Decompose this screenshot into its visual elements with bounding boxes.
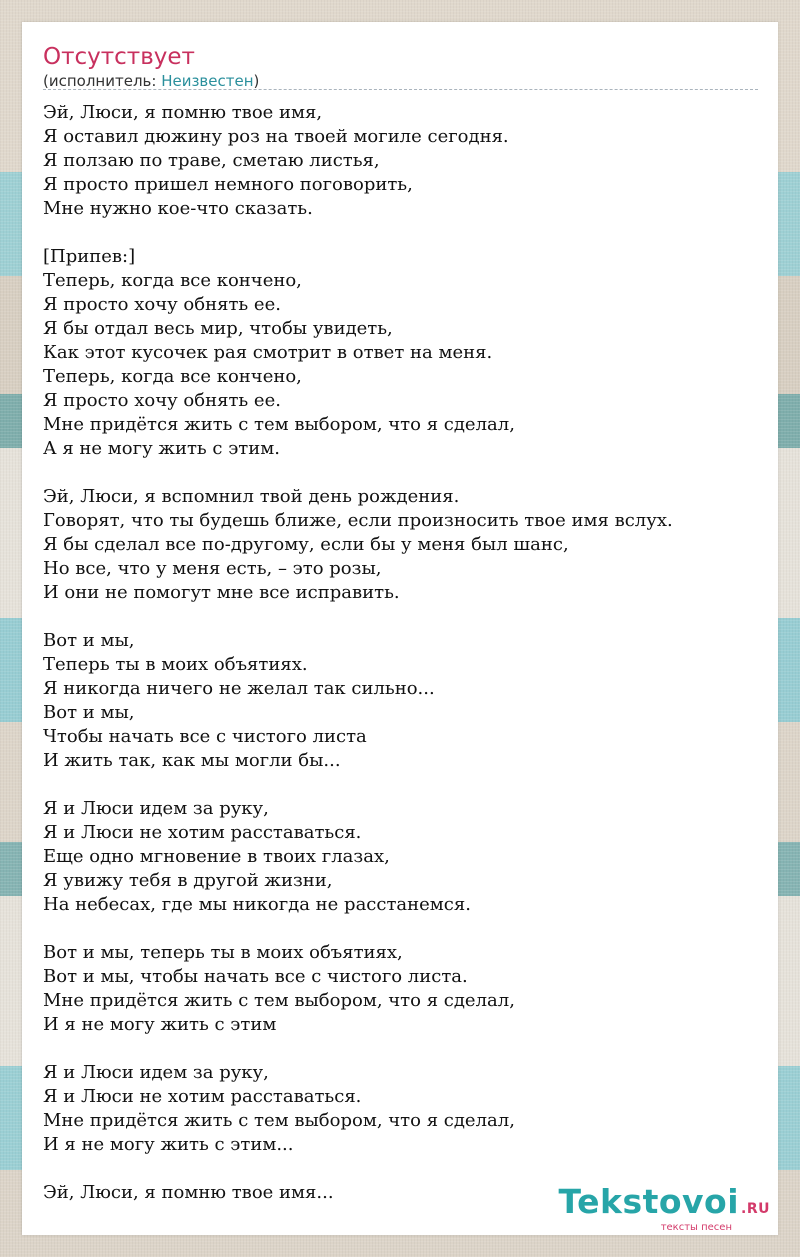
- song-title: Отсутствует: [43, 44, 195, 70]
- lyrics-stanza: [Припев:] Теперь, когда все кончено, Я просто хочу обнять ее. Я бы отдал весь мир, чтобы увидеть, Как этот кусочек рая смотрит в ответ на меня. Теперь, когда все кончено, Я просто хочу обнять ее. Мне придётся жить с тем выбором, что я сделал, А я не могу жить с этим.: [43, 246, 515, 459]
- logo-tagline: тексты песен: [660, 1222, 732, 1233]
- artist-line: [43, 71, 259, 91]
- lyrics-stanza: Эй, Люси, я помню твое имя, Я оставил дюжину роз на твоей могиле сегодня. Я ползаю по траве, сметаю листья, Я просто пришел немного поговорить, Мне нужно кое-что сказать.: [43, 102, 509, 219]
- lyrics-stanza: Я и Люси идем за руку, Я и Люси не хотим расставаться. Мне придётся жить с тем выбором, что я сделал, И я не могу жить с этим...: [43, 1062, 515, 1155]
- lyrics-card: [22, 22, 778, 1235]
- artist-suffix: ): [253, 72, 260, 90]
- artist-prefix: (исполнитель:: [43, 72, 162, 90]
- lyrics-stanza: Эй, Люси, я вспомнил твой день рождения. Говорят, что ты будешь ближе, если произносить твое имя вслух. Я бы сделал все по-другому, если бы у меня был шанс, Но все, что у меня есть, – это розы, И они не помогут мне все исправить.: [43, 486, 673, 603]
- lyrics-body: [43, 101, 763, 1205]
- lyrics-stanza: Вот и мы, Теперь ты в моих объятиях. Я никогда ничего не желал так сильно... Вот и мы, Чтобы начать все с чистого листа И жить так, как мы могли бы...: [43, 630, 435, 771]
- artist-link[interactable]: Неизвестен: [161, 72, 254, 90]
- logo-name: Tekstovoi: [558, 1182, 740, 1221]
- title-divider: [43, 89, 758, 90]
- site-logo[interactable]: [558, 1184, 770, 1233]
- lyrics-stanza: Эй, Люси, я помню твое имя...: [43, 1182, 334, 1203]
- lyrics-stanza: Вот и мы, теперь ты в моих объятиях, Вот и мы, чтобы начать все с чистого листа. Мне придётся жить с тем выбором, что я сделал, И я не могу жить с этим: [43, 942, 515, 1035]
- logo-tld: .RU: [741, 1201, 770, 1217]
- lyrics-stanza: Я и Люси идем за руку, Я и Люси не хотим расставаться. Еще одно мгновение в твоих глазах, Я увижу тебя в другой жизни, На небесах, где мы никогда не расстанемся.: [43, 798, 471, 915]
